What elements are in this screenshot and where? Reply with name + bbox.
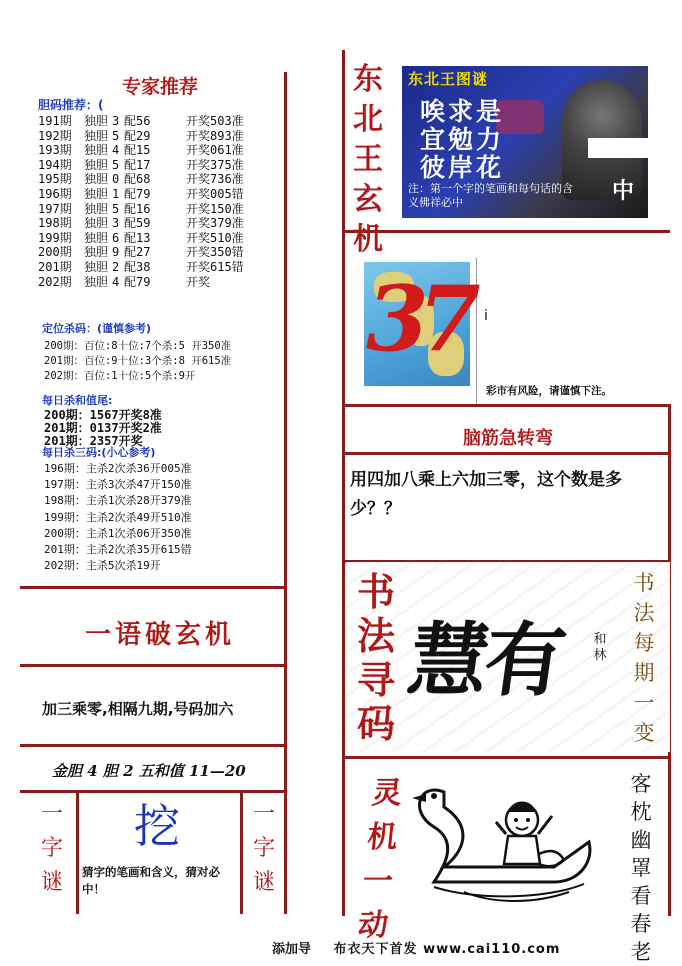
dan-cell-period: 192期: [38, 128, 72, 143]
swan-eye: [431, 793, 437, 799]
dan-cell-result: 开奖736准: [186, 172, 244, 187]
dan-cell-type: 独胆: [84, 172, 109, 187]
kill3-row: 198期：主杀1次杀28开379准: [44, 494, 192, 508]
dan-cell-type: 独胆: [84, 245, 109, 260]
side-mark: i: [484, 308, 488, 324]
jindan-text: 金胆 4 胆 2 五和值 11—20: [52, 762, 246, 780]
dan-cell-pei: 配79: [124, 274, 151, 289]
dan-cell-period: 194期: [38, 157, 72, 172]
puzzle-line: 宜勉力: [420, 125, 505, 154]
vertical-char: 动: [356, 908, 390, 943]
dan-cell-type: 独胆: [84, 230, 109, 245]
dan-row: [38, 273, 266, 290]
dan-cell-period: 197期: [38, 201, 72, 216]
zimi-side-char: 谜: [40, 870, 63, 895]
child-hair: [508, 802, 536, 813]
dan-cell-type: 独胆: [84, 274, 109, 289]
dan-cell-pei: 配79: [124, 187, 151, 201]
dan-cell-type: 独胆: [84, 128, 109, 143]
vertical-char: 东: [353, 62, 383, 97]
vertical-char: 王: [353, 142, 383, 177]
zimi-side-char: 谜: [252, 870, 275, 895]
dan-cell-num: 9: [112, 245, 120, 260]
daily-label: 每日杀和值尾:: [42, 394, 113, 407]
footer: [272, 938, 560, 957]
vertical-char: 灵: [370, 776, 404, 811]
footer-add-link[interactable]: 添加导: [272, 942, 312, 957]
dan-cell-result: 开奖379准: [186, 216, 244, 231]
dan-cell-num: 4: [112, 274, 120, 289]
vertical-char: 每: [633, 631, 655, 655]
dan-cell-result: 开奖893准: [186, 128, 244, 143]
dan-cell-pei: 配17: [124, 157, 151, 172]
kill-row: 200期：百位:8十位:7个杀:5 开350准: [44, 340, 232, 352]
vertical-char: 期: [633, 661, 655, 685]
dan-cell-period: 191期: [38, 114, 72, 128]
brain-teaser-title: 脑筋急转弯: [463, 428, 553, 449]
puzzle-title: 东北王图谜: [408, 70, 489, 88]
right-sep-5: [344, 756, 670, 759]
vertical-char: 春: [630, 912, 652, 936]
yiyu-title: 一语破玄机: [84, 620, 235, 650]
vertical-char: 机: [365, 820, 400, 855]
puzzle-line: 唉求是: [420, 97, 505, 126]
lingji-vertical-title: [351, 772, 409, 948]
right-sep-1: [344, 230, 670, 233]
vertical-char: 罩: [630, 856, 652, 880]
footer-site: 布衣天下首发 www.cai110.com: [333, 942, 561, 957]
white-patch: [588, 138, 648, 158]
dan-cell-period: 195期: [38, 172, 72, 187]
puzzle-note: 注：第一个字的笔画和每句话的含义佛祥必中: [408, 182, 573, 209]
daily-row: 201期：0137开奖2准: [44, 421, 162, 435]
right-divider: [342, 50, 345, 916]
kill3-row: 199期：主杀2次杀49开510准: [44, 510, 192, 524]
dan-cell-period: 199期: [38, 230, 72, 245]
vertical-char: 法: [356, 613, 395, 658]
dan-cell-type: 独胆: [84, 260, 109, 274]
dan-cell-result: 开奖510准: [186, 230, 244, 245]
left-sep-3: [20, 744, 286, 747]
vertical-char: 幽: [630, 828, 652, 852]
vertical-char: 书: [356, 569, 395, 614]
dan-cell-num: 4: [112, 143, 120, 158]
dan-cell-period: 193期: [38, 143, 72, 158]
dan-cell-period: 201期: [38, 260, 72, 274]
yiyu-text: 加三乘零,相隔九期,号码加六: [42, 700, 234, 718]
vertical-char: 法: [633, 601, 655, 625]
left-sep-1: [20, 586, 286, 589]
dan-cell-result: 开奖615错: [186, 260, 244, 274]
dan-cell-result: 开奖: [186, 274, 211, 289]
kill3-row: 200期：主杀1次杀06开350准: [44, 526, 192, 540]
vertical-char: 书: [633, 571, 655, 595]
number-map-image: [364, 262, 481, 386]
vertical-char: 北: [353, 102, 383, 137]
vertical-char: 机: [353, 222, 383, 257]
dan-cell-period: 196期: [38, 187, 72, 201]
dan-cell-num: 5: [112, 157, 120, 172]
dan-cell-result: 开奖503准: [186, 114, 244, 128]
zimi-side-char: 一: [40, 802, 63, 827]
swan-boat-illustration: [404, 772, 624, 912]
daily-row: 200期：1567开奖8准: [44, 408, 162, 422]
vertical-char: 老: [630, 940, 652, 964]
dan-cell-num: 3: [112, 114, 120, 128]
dan-cell-result: 开奖350错: [186, 245, 244, 260]
vertical-char: 枕: [630, 800, 652, 824]
zimi-left-line: [76, 790, 79, 914]
big-digit: 3: [366, 266, 429, 372]
zimi-character: 挖: [134, 799, 180, 853]
kill3-row: 196期：主杀2次杀36开005准: [44, 462, 192, 475]
dan-cell-num: 1: [112, 187, 120, 201]
dan-cell-pei: 配13: [124, 230, 151, 245]
dan-cell-num: 6: [112, 230, 120, 245]
brain-teaser-question: 用四加八乘上六加三零，这个数是多少？？: [350, 470, 622, 519]
dan-cell-num: 0: [112, 172, 120, 187]
dan-cell-pei: 配38: [124, 260, 151, 274]
puzzle-image: [402, 66, 648, 218]
dan-cell-period: 200期: [38, 245, 72, 260]
dan-cell-pei: 配29: [124, 128, 151, 143]
dan-label: 胆码推荐：(: [38, 98, 104, 112]
big-digit: 7: [418, 266, 481, 372]
dan-cell-pei: 配27: [124, 245, 151, 260]
dan-cell-num: 3: [112, 216, 120, 231]
dan-cell-pei: 配15: [124, 143, 151, 158]
child-body: [504, 836, 540, 864]
zimi-hint: 猜字的笔画和含义，猜对必中！: [82, 865, 220, 896]
calligraphy-vertical-title: [348, 570, 404, 746]
puzzle-line: 彼岸花: [420, 153, 505, 182]
vertical-char: 客: [630, 772, 652, 796]
left-divider: [284, 72, 287, 914]
vertical-char: 码: [356, 701, 395, 746]
zimi-right-line: [240, 790, 243, 914]
child-eye: [514, 818, 518, 822]
dan-cell-pei: 配56: [124, 114, 151, 128]
calligraphy-side-text: [630, 568, 658, 748]
dan-cell-num: 2: [112, 260, 120, 274]
kill3-row: 202期：主杀5次杀19开: [44, 559, 161, 573]
swan-outline: [420, 790, 590, 882]
right-sep-3: [344, 452, 670, 455]
daily-row: 201期：2357开奖: [44, 434, 143, 448]
child-eye: [526, 818, 530, 822]
zimi-side-char: 字: [40, 836, 63, 861]
vertical-char: 玄: [353, 182, 383, 217]
kill3-row: 197期：主杀3次杀47开150准: [44, 478, 192, 492]
dan-cell-type: 独胆: [84, 187, 109, 201]
zimi-side-right: [250, 798, 278, 900]
vertical-char: 变: [633, 721, 655, 745]
dan-cell-pei: 配59: [124, 216, 151, 231]
dan-cell-num: 5: [112, 128, 120, 143]
expert-title: 专家推荐: [121, 76, 198, 98]
dan-cell-pei: 配68: [124, 172, 151, 187]
dan-cell-type: 独胆: [84, 143, 109, 158]
dan-cell-result: 开奖061准: [186, 143, 244, 158]
zimi-side-left: [38, 798, 66, 900]
dan-cell-type: 独胆: [84, 216, 109, 231]
dan-cell-result: 开奖005错: [186, 187, 244, 201]
dongbei-vertical-title: [348, 60, 388, 260]
dan-cell-type: 独胆: [84, 114, 109, 128]
left-sep-2: [20, 664, 286, 667]
kill-row: 201期：百位:9十位:3个杀:8 开615准: [44, 355, 232, 367]
poem-vertical: [626, 770, 656, 966]
vertical-char: 一: [633, 691, 655, 715]
dan-cell-type: 独胆: [84, 157, 109, 172]
vertical-char: 看: [630, 884, 652, 908]
zimi-side-char: 一: [252, 802, 275, 827]
risk-note: 彩市有风险，请谨慎下注。: [486, 385, 612, 397]
kill3-label: 每日杀三码:(小心参考): [42, 446, 156, 459]
dan-cell-pei: 配16: [124, 201, 151, 216]
kill-label: 定位杀码：(谨慎参考): [42, 322, 152, 335]
calligraphy-signature: 和林: [593, 632, 607, 663]
kill3-row: 201期：主杀2次杀35开615错: [44, 543, 192, 556]
boat-tail: [539, 851, 564, 866]
dan-cell-type: 独胆: [84, 201, 109, 216]
vertical-char: 一: [360, 864, 395, 899]
dan-cell-period: 198期: [38, 216, 72, 231]
calligraphy-characters: 慧有: [402, 613, 568, 707]
dan-cell-result: 开奖375准: [186, 157, 244, 172]
dan-cell-result: 开奖150准: [186, 201, 244, 216]
vertical-char: 寻: [356, 657, 395, 702]
puzzle-corner-char: 中: [611, 179, 634, 204]
kill-row: 202期：百位:1十位:5个杀:9开: [44, 370, 196, 382]
dan-cell-period: 202期: [38, 274, 72, 289]
dan-cell-num: 5: [112, 201, 120, 216]
zimi-side-char: 字: [252, 836, 275, 861]
right-sep-2: [344, 404, 670, 407]
